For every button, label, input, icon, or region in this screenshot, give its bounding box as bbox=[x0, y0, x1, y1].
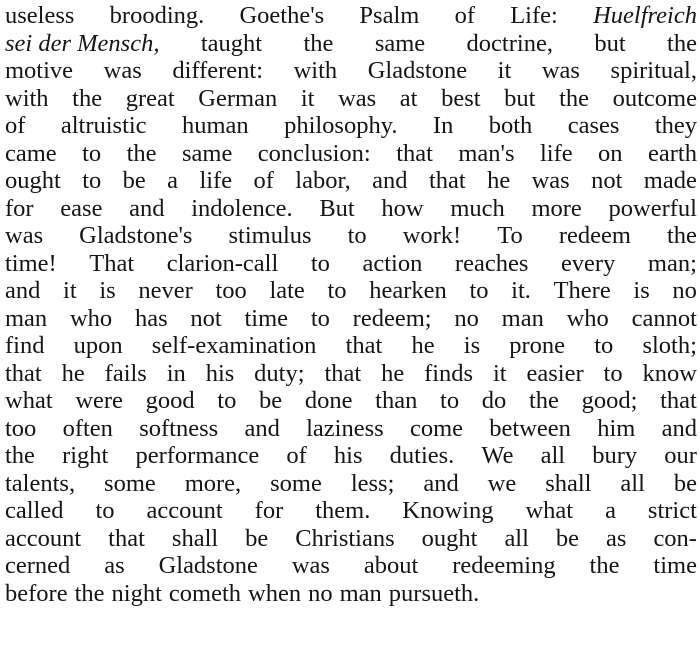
word: ease bbox=[60, 194, 103, 222]
word: has bbox=[134, 304, 168, 332]
word: was bbox=[338, 84, 377, 112]
text-line bbox=[5, 442, 697, 470]
word: self-examination bbox=[151, 332, 317, 359]
word: account bbox=[5, 524, 82, 552]
word: that bbox=[660, 387, 697, 414]
word: called bbox=[5, 497, 64, 524]
word: was bbox=[103, 57, 142, 84]
word: we bbox=[487, 469, 517, 497]
word: no bbox=[454, 304, 479, 332]
text-line bbox=[5, 167, 697, 195]
word: life bbox=[199, 167, 233, 194]
word: shall bbox=[545, 469, 592, 497]
word: man bbox=[339, 579, 382, 607]
word: and bbox=[423, 469, 459, 497]
word: doctrine, bbox=[466, 29, 553, 57]
word: too bbox=[5, 414, 37, 442]
word: and bbox=[5, 277, 41, 304]
word: ought bbox=[421, 524, 478, 552]
word: of bbox=[454, 2, 475, 29]
text-line bbox=[5, 360, 697, 388]
word: work! bbox=[402, 222, 462, 249]
word: at bbox=[399, 84, 418, 112]
word: the bbox=[5, 442, 35, 469]
word: it bbox=[492, 359, 507, 387]
word: it bbox=[63, 277, 77, 304]
word: that bbox=[108, 524, 145, 552]
word: upon bbox=[73, 332, 123, 359]
italic-text: Huelfreich bbox=[593, 2, 697, 29]
text-line bbox=[5, 387, 697, 415]
word: never bbox=[138, 277, 193, 304]
word: motive bbox=[5, 57, 74, 84]
word: Psalm bbox=[359, 2, 420, 29]
word: Goethe's bbox=[239, 2, 325, 29]
word: all bbox=[504, 524, 529, 552]
word: late bbox=[269, 277, 305, 304]
word: a bbox=[167, 167, 179, 194]
text-line bbox=[5, 525, 697, 553]
word: outcome bbox=[612, 84, 697, 112]
word: useless bbox=[5, 2, 75, 29]
word: good bbox=[145, 387, 195, 414]
word: the bbox=[666, 222, 697, 249]
word: less; bbox=[350, 469, 395, 497]
text-line bbox=[5, 57, 697, 85]
word: man; bbox=[647, 249, 697, 277]
word: find bbox=[5, 332, 45, 359]
text-line bbox=[5, 305, 697, 333]
word: as bbox=[606, 524, 627, 552]
word: our bbox=[664, 442, 697, 469]
word: powerful bbox=[608, 194, 697, 222]
word: to bbox=[594, 332, 614, 359]
word: Life: bbox=[510, 2, 558, 29]
word: as bbox=[104, 552, 125, 579]
word: and bbox=[661, 414, 697, 442]
word: the bbox=[303, 29, 334, 57]
word: to bbox=[82, 139, 102, 167]
word: same bbox=[374, 29, 426, 57]
word: different: bbox=[172, 57, 264, 84]
word: often bbox=[62, 414, 113, 442]
word: redeeming bbox=[452, 552, 556, 579]
word: what bbox=[525, 497, 574, 524]
word: reaches bbox=[454, 249, 529, 277]
word: be bbox=[122, 167, 146, 194]
word: laziness bbox=[306, 414, 384, 442]
word: more, bbox=[184, 469, 242, 497]
word: to bbox=[310, 249, 330, 277]
word: all bbox=[620, 469, 645, 497]
word: man bbox=[501, 304, 544, 332]
word: taught bbox=[200, 29, 263, 57]
word: brooding. bbox=[109, 2, 205, 29]
text-line bbox=[5, 580, 697, 608]
word: cannot bbox=[631, 304, 697, 332]
word: hearken bbox=[369, 277, 447, 304]
word: not bbox=[190, 304, 222, 332]
word: is bbox=[99, 277, 116, 304]
word: that bbox=[396, 139, 433, 167]
italic-text: sei der Mensch, bbox=[5, 29, 160, 57]
word: no bbox=[308, 579, 333, 607]
word: cometh bbox=[168, 579, 242, 607]
word: every bbox=[560, 249, 616, 277]
word: altruistic bbox=[60, 112, 147, 139]
word: to bbox=[347, 222, 367, 249]
word: his bbox=[333, 442, 363, 469]
word: a bbox=[605, 497, 616, 524]
word: how bbox=[381, 194, 424, 222]
word: con- bbox=[653, 524, 697, 552]
word: indolence. bbox=[191, 194, 293, 222]
word: account bbox=[146, 497, 223, 524]
word: and bbox=[129, 194, 165, 222]
word: was bbox=[531, 167, 570, 194]
text-line bbox=[5, 250, 697, 278]
word: the bbox=[74, 579, 105, 607]
word: the bbox=[528, 387, 559, 414]
word: him bbox=[597, 414, 636, 442]
word: life bbox=[539, 139, 573, 167]
word: same bbox=[182, 139, 233, 167]
word: duty; bbox=[254, 359, 305, 387]
word: he bbox=[381, 359, 405, 387]
text-line bbox=[5, 30, 697, 58]
word: he bbox=[411, 332, 435, 359]
word: duties. bbox=[389, 442, 455, 469]
word: Gladstone's bbox=[79, 222, 193, 249]
text-line bbox=[5, 470, 697, 498]
word: of bbox=[5, 112, 26, 139]
word: it bbox=[497, 57, 512, 84]
word: spiritual, bbox=[610, 57, 697, 84]
word: We bbox=[481, 442, 514, 469]
word: cases bbox=[567, 112, 620, 139]
word: what bbox=[5, 387, 53, 414]
word: come bbox=[409, 414, 464, 442]
word: it. bbox=[511, 277, 531, 304]
word: clarion-call bbox=[166, 249, 279, 277]
word: to bbox=[603, 359, 623, 387]
word: great bbox=[125, 84, 175, 112]
word: is bbox=[463, 332, 481, 359]
word: the bbox=[589, 552, 620, 579]
word: stimulus bbox=[228, 222, 312, 249]
word: time bbox=[653, 552, 697, 579]
word: redeem; bbox=[352, 304, 432, 332]
word: both bbox=[488, 112, 533, 139]
word: he bbox=[487, 167, 511, 194]
word: conclusion: bbox=[257, 139, 371, 167]
word: and bbox=[372, 167, 408, 194]
word: performance bbox=[135, 442, 260, 469]
word: prone bbox=[509, 332, 566, 359]
word: was bbox=[291, 552, 330, 579]
word: the bbox=[667, 29, 697, 57]
word: with bbox=[5, 84, 49, 112]
word: labor, bbox=[295, 167, 351, 194]
word: Knowing bbox=[402, 497, 494, 524]
word: But bbox=[319, 194, 355, 222]
word: to bbox=[327, 277, 347, 304]
word: with bbox=[293, 57, 338, 84]
word: no bbox=[672, 277, 697, 304]
word: of bbox=[253, 167, 274, 194]
word: for bbox=[5, 194, 34, 222]
word: softness bbox=[139, 414, 219, 442]
word: and bbox=[244, 414, 280, 442]
text-line bbox=[5, 85, 697, 113]
word: done bbox=[304, 387, 353, 414]
text-line bbox=[5, 332, 697, 360]
word: time bbox=[244, 304, 289, 332]
word: There bbox=[553, 277, 611, 304]
word: talents, bbox=[5, 469, 76, 497]
word: know bbox=[642, 359, 697, 387]
word: they bbox=[654, 112, 697, 139]
word: for bbox=[254, 497, 284, 524]
word: it bbox=[300, 84, 315, 112]
word: all bbox=[540, 442, 566, 469]
word: To bbox=[497, 222, 523, 249]
word: sloth; bbox=[642, 332, 697, 359]
text-line bbox=[5, 415, 697, 443]
word: to bbox=[95, 497, 115, 524]
word: in bbox=[166, 359, 186, 387]
word: but bbox=[504, 84, 536, 112]
word: that bbox=[324, 359, 362, 387]
word: pursueth. bbox=[388, 579, 480, 607]
word: the bbox=[126, 139, 157, 167]
word: that bbox=[428, 167, 466, 194]
text-line bbox=[5, 112, 697, 140]
word: to bbox=[310, 304, 330, 332]
word: Gladstone bbox=[367, 57, 468, 84]
text-line bbox=[5, 2, 697, 30]
word: of bbox=[286, 442, 307, 469]
word: human bbox=[181, 112, 249, 139]
word: shall bbox=[171, 524, 219, 552]
word: philosophy. bbox=[284, 112, 398, 139]
word: easier bbox=[526, 359, 584, 387]
text-line bbox=[5, 497, 697, 525]
word: when bbox=[248, 579, 302, 607]
word: fails bbox=[104, 359, 147, 387]
text-line bbox=[5, 277, 697, 305]
word: between bbox=[489, 414, 571, 442]
text-line bbox=[5, 140, 697, 168]
word: Christians bbox=[295, 524, 395, 552]
word: to bbox=[82, 167, 102, 194]
word: some bbox=[270, 469, 322, 497]
word: right bbox=[62, 442, 109, 469]
word: be bbox=[245, 524, 269, 552]
word: his bbox=[205, 359, 235, 387]
word: the bbox=[72, 84, 103, 112]
word: on bbox=[598, 139, 623, 167]
word: night bbox=[111, 579, 162, 607]
text-line bbox=[5, 195, 697, 223]
body-paragraph bbox=[5, 2, 697, 607]
word: best bbox=[441, 84, 481, 112]
word: Gladstone bbox=[158, 552, 258, 579]
italic-word bbox=[593, 2, 697, 30]
word: came bbox=[5, 139, 57, 167]
text-line bbox=[5, 552, 697, 580]
word: ought bbox=[5, 167, 61, 194]
word: to bbox=[217, 387, 237, 414]
word: he bbox=[61, 359, 85, 387]
word: German bbox=[198, 84, 278, 112]
word: not bbox=[591, 167, 623, 194]
word: cerned bbox=[5, 552, 71, 579]
word: much bbox=[450, 194, 505, 222]
word: who bbox=[69, 304, 113, 332]
word: too bbox=[215, 277, 247, 304]
word: some bbox=[104, 469, 156, 497]
word: That bbox=[89, 249, 135, 277]
word: about bbox=[363, 552, 419, 579]
word: bury bbox=[592, 442, 638, 469]
italic-word bbox=[5, 30, 159, 58]
word: action bbox=[362, 249, 423, 277]
word: before bbox=[5, 579, 68, 607]
word: was bbox=[541, 57, 580, 84]
word: time! bbox=[5, 249, 57, 277]
word: man's bbox=[458, 139, 515, 167]
word: was bbox=[5, 222, 44, 249]
word: were bbox=[75, 387, 123, 414]
word: than bbox=[375, 387, 418, 414]
word: to bbox=[440, 387, 460, 414]
word: finds bbox=[424, 359, 474, 387]
word: is bbox=[633, 277, 650, 304]
word: redeem bbox=[558, 222, 631, 249]
word: be bbox=[673, 469, 697, 497]
word: to bbox=[469, 277, 489, 304]
word: good; bbox=[581, 387, 638, 414]
word: be bbox=[259, 387, 283, 414]
word: but bbox=[594, 29, 626, 57]
word: do bbox=[481, 387, 507, 414]
word: more bbox=[531, 194, 582, 222]
word: that bbox=[5, 359, 42, 387]
word: be bbox=[555, 524, 580, 552]
word: them. bbox=[315, 497, 371, 524]
text-line bbox=[5, 222, 697, 250]
word: that bbox=[345, 332, 383, 359]
word: who bbox=[566, 304, 609, 332]
word: In bbox=[432, 112, 454, 139]
word: earth bbox=[647, 139, 697, 167]
word: strict bbox=[647, 497, 697, 524]
word: the bbox=[559, 84, 590, 112]
word: man bbox=[5, 304, 48, 332]
word: made bbox=[643, 167, 697, 194]
